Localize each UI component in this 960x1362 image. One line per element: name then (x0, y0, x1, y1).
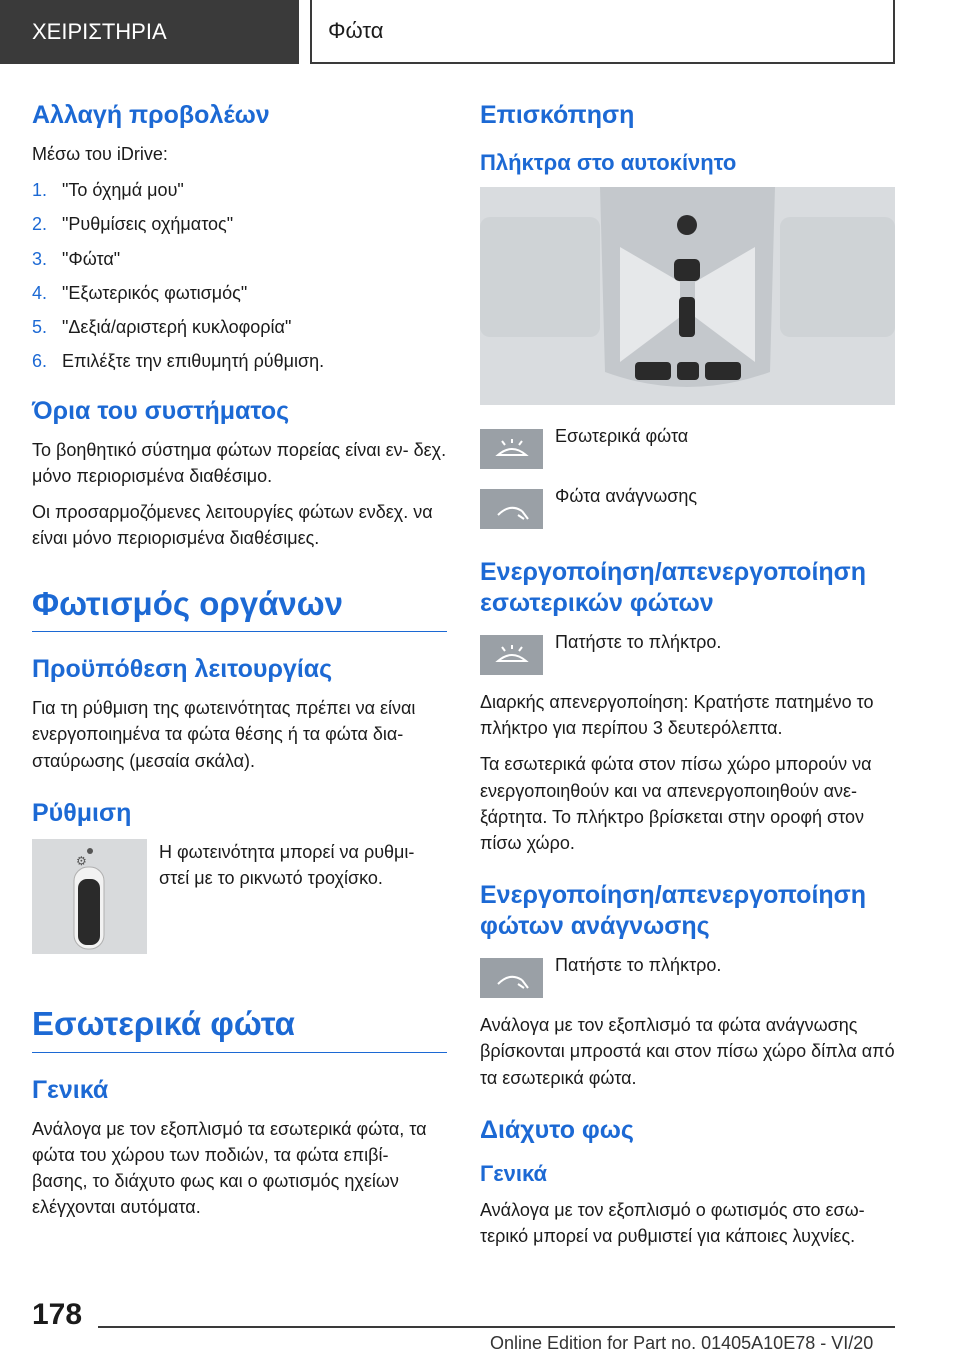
header-section-label: ΧΕΙΡΙΣΤΗΡΙΑ (32, 19, 167, 44)
via-idrive-text: Μέσω του iDrive: (32, 144, 168, 165)
limits-heading: Όρια του συστήματος (32, 396, 290, 425)
list-item: 1. "Το όχημά μου" (32, 180, 184, 201)
buttons-heading: Πλήκτρα στο αυτοκίνητο (480, 150, 737, 176)
setting-paragraph: Η φωτεινότητα μπορεί να ρυθμι- στεί με το ρικνωτό τροχίσκο. (159, 841, 415, 888)
reading-lights-label: Φώτα ανάγνωσης (555, 485, 698, 506)
general-heading: Γενικά (32, 1075, 109, 1104)
list-item: 5. "Δεξιά/αριστερή κυκλοφορία" (32, 316, 292, 337)
setting-row (32, 839, 447, 954)
reading-light-icon (480, 489, 543, 529)
toggle-reading-heading: Ενεργοποίηση/απενεργοποίηση φώτων ανάγνωσης (480, 880, 867, 941)
interior-lights-label: Εσωτερικά φώτα (555, 425, 689, 446)
permanent-off-paragraph: Διαρκής απενεργοποίηση: Κρατήστε πατημένο το πλήκτρο για περίπου 3 δευτερόλεπτα. (480, 692, 874, 739)
dimmer-wheel-image (32, 839, 147, 954)
ambient-heading: Διάχυτο φως (480, 1115, 634, 1144)
interior-lights-section (32, 1004, 447, 1053)
instrument-lighting-section (32, 584, 447, 633)
limits-paragraph-1: Το βοηθητικό σύστημα φώτων πορείας είναι εν- δεχ. μόνο περιορισμένα διαθέσιμο. (32, 440, 447, 487)
right-column (480, 100, 895, 1260)
headlights-heading: Αλλαγή προβολέων (32, 101, 270, 129)
header-chapter-label: Φώτα (328, 18, 384, 43)
header-section-tab (0, 0, 299, 64)
steps-list (32, 177, 447, 374)
press-button-text-2: Πατήστε το πλήκτρο. (555, 955, 722, 976)
overview-heading: Επισκόπηση (480, 101, 635, 129)
toggle-interior-heading: Ενεργοποίηση/απενεργοποίηση εσωτερικών φώτων (480, 557, 867, 617)
prereq-paragraph: Για τη ρύθμιση της φωτεινότητας πρέπει να είναι ενεργοποιημένα τα φώτα θέσης ή τα φώτα δια- σταύρωσης (μεσαία σκάλα). (32, 698, 416, 771)
interior-lights-key-row (480, 423, 895, 469)
reading-lights-key-row (480, 483, 895, 529)
general-paragraph: Ανάλογα με τον εξοπλισμό τα εσωτερικά φώτα, τα φώτα του χώρου των ποδιών, τα φώτα επιβί- βασης, το διάχυτο φως και ο φωτισμός ηχείων ελέγχονται αυτόματα. (32, 1118, 427, 1218)
left-column (32, 100, 447, 1230)
svg-text:⚙: ⚙ (76, 853, 87, 868)
setting-heading: Ρύθμιση (32, 798, 132, 827)
rear-paragraph: Τα εσωτερικά φώτα στον πίσω χώρο μπορούν να ενεργοποιηθούν και να απενεργοποιηθούν ανε- ξάρτητα. Το πλήκτρο βρίσκεται στην οροφή στον πίσω χώρο. (480, 754, 872, 853)
list-item: 2. "Ρυθμίσεις οχήματος" (32, 214, 234, 235)
footer-divider (98, 1326, 895, 1328)
press-button-text: Πατήστε το πλήκτρο. (555, 632, 722, 653)
instrument-lighting-heading: Φωτισμός οργάνων (32, 584, 343, 622)
ambient-paragraph: Ανάλογα με τον εξοπλισμό ο φωτισμός στο εσω- τερικό μπορεί να ρυθμιστεί για κάποιες λυχνίες. (480, 1200, 865, 1247)
toggle-reading-row (480, 952, 895, 998)
list-item: 3. "Φώτα" (32, 248, 121, 269)
prereq-heading: Προϋπόθεση λειτουργίας (32, 655, 333, 684)
page-number: 178 (32, 1298, 83, 1331)
ambient-general-heading: Γενικά (480, 1160, 548, 1186)
overhead-console-image (480, 187, 895, 405)
header-chapter-tab (310, 0, 895, 64)
reading-light-icon (480, 958, 543, 998)
reading-paragraph: Ανάλογα με τον εξοπλισμό τα φώτα ανάγνωσης βρίσκονται μπροστά και στον πίσω χώρο δίπλα από τα εσωτερικά φώτα. (480, 1015, 895, 1088)
limits-paragraph-2: Οι προσαρμοζόμενες λειτουργίες φώτων ενδεχ. να είναι μόνο περιορισμένα διαθέσιμες. (32, 502, 433, 549)
interior-light-icon (480, 635, 543, 675)
list-item: 6. Επιλέξτε την επιθυμητή ρύθμιση. (32, 350, 325, 371)
interior-lights-heading: Εσωτερικά φώτα (32, 1004, 295, 1042)
toggle-interior-row (480, 629, 895, 675)
interior-light-icon (480, 429, 543, 469)
edition-text: Online Edition for Part no. 01405A10E78 - VI/20 (490, 1333, 874, 1353)
list-item: 4. "Εξωτερικός φωτισμός" (32, 282, 248, 303)
